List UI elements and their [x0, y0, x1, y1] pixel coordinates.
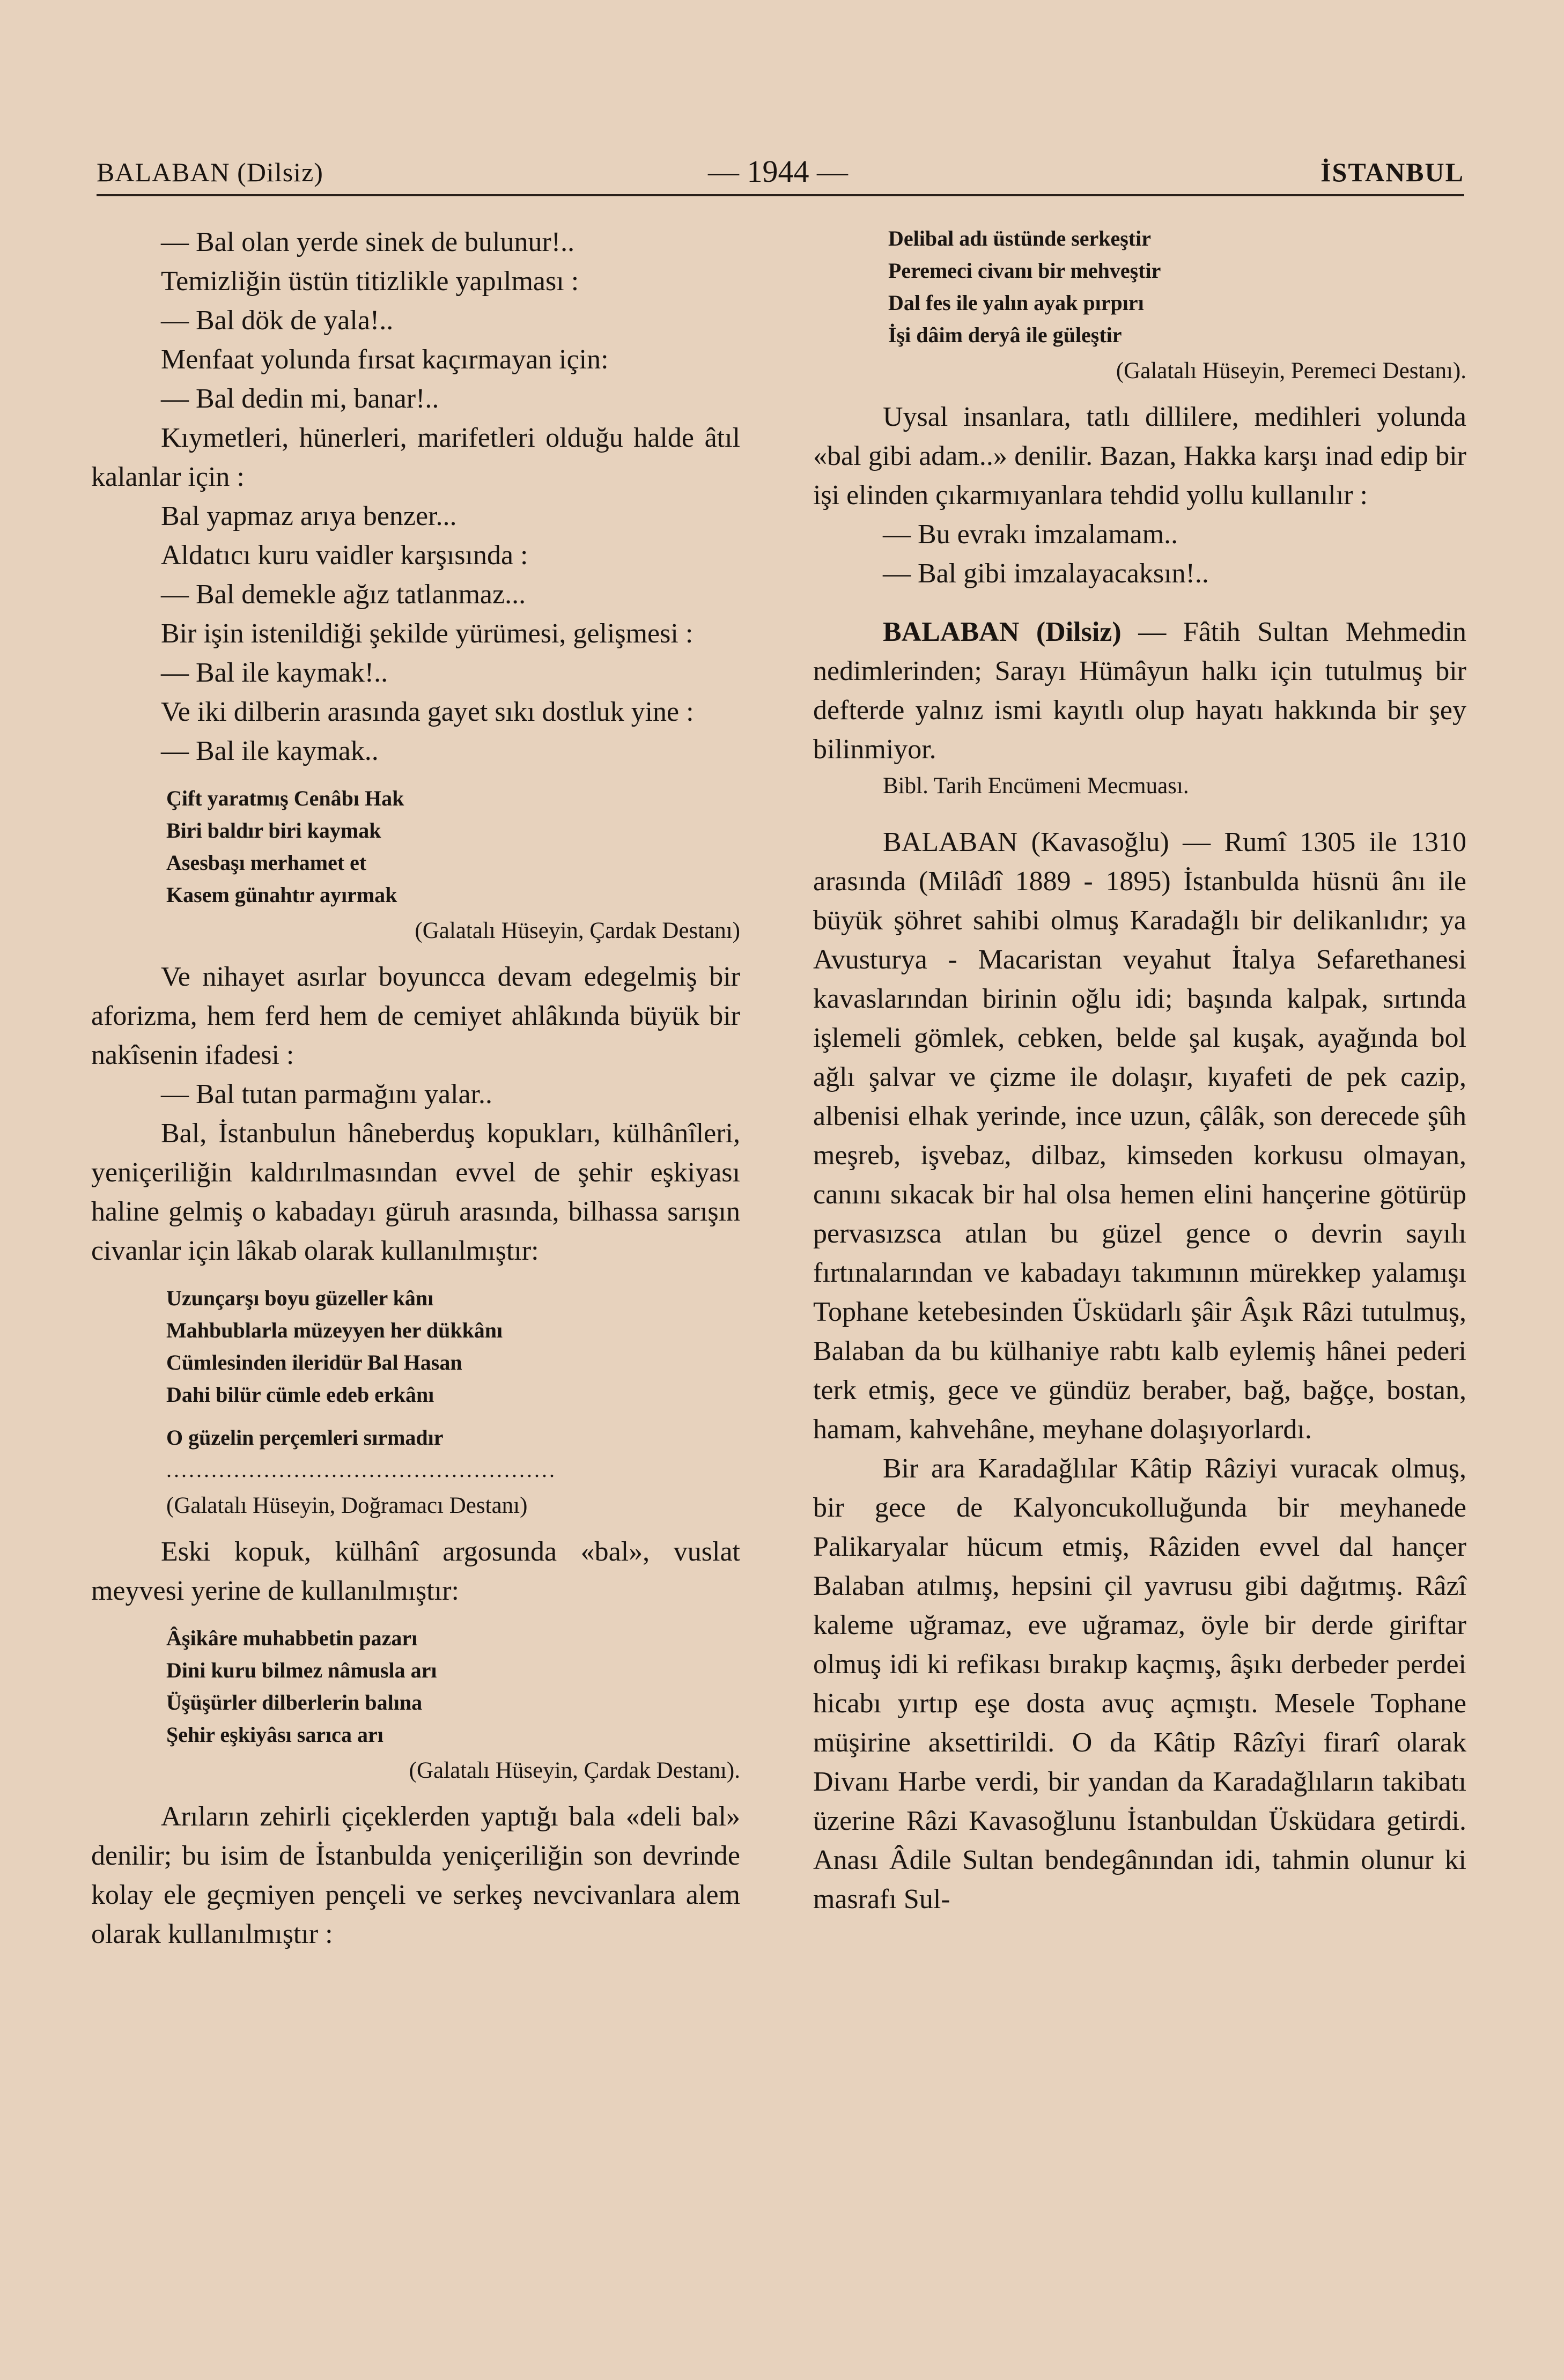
verse-line: Kasem günahtır ayırmak [166, 883, 397, 907]
paragraph: Ve nihayet asırlar boyuncca devam edegelmiş bir aforizma, hem ferd hem de cemiyet ahlâkında büyük bir nakîsenin ifadesi : [91, 962, 740, 1070]
right-column [813, 223, 1466, 1919]
text-line: Bal yapmaz arıya benzer... [161, 501, 457, 531]
verse-line: Dahi bilür cümle edeb erkânı [166, 1383, 434, 1407]
verse-line: Dal fes ile yalın ayak pırpırı [888, 291, 1144, 315]
verse-gap [166, 1411, 740, 1422]
text-line: — Bal ile kaymak!.. [161, 657, 388, 688]
entry-balaban-kavasoglu [813, 823, 1466, 1449]
verse-line: Peremeci civanı bir mehveştir [888, 258, 1161, 283]
paragraph: Bir işin istenildiği şekilde yürümesi, gelişmesi : [161, 618, 694, 649]
verse-block [91, 1622, 740, 1787]
text-line: Menfaat yolunda fırsat kaçırmayan için: [161, 344, 609, 375]
verse-source: (Galatalı Hüseyin, Doğramacı Destanı) [166, 1493, 528, 1518]
text-line: — Bal olan yerde sinek de bulunur!.. [161, 227, 575, 257]
verse-line: Şehir eşkiyâsı sarıca arı [166, 1723, 383, 1747]
paragraph: Uysal insanlara, tatlı dillilere, medihleri yolunda «bal gibi adam..» denilir. Bazan, Hakka karşı inad edip bir işi elinden çıkarmıyanlara tehdid yollu kullanılır : [813, 402, 1466, 511]
verse-line: Uzunçarşı boyu güzeller kânı [166, 1286, 434, 1310]
text-line: Temizliğin üstün titizlikle yapılması : [161, 266, 579, 297]
header-volume: İSTANBUL [1320, 157, 1464, 187]
text-line: — Bu evrakı imzalamam.. [883, 519, 1178, 550]
verse-source: (Galatalı Hüseyin, Çardak Destanı) [415, 918, 740, 943]
paragraph: Bal, İstanbulun hâneberduş kopukları, külhânîleri, yeniçeriliğin kaldırılmasından evvel de şehir eşkiyası haline gelmiş o kabadayı güruh arasında, bilhassa sarışın civanlar için lâkab olarak kullanılmıştır: [91, 1118, 740, 1266]
bibliography: Bibl. Tarih Encümeni Mecmuası. [883, 773, 1189, 799]
text-line: — Bal dök de yala!.. [161, 305, 394, 336]
entry-text: — Fâtih Sultan Mehmedin nedimlerinden; Sarayı Hümâyun halkı için tutulmuş bir defterde yalnız ismi kayıtlı olup hayatı hakkında bir şey bilinmiyor. [813, 617, 1466, 765]
verse-line: Üşüşürler dilberlerin balına [166, 1690, 423, 1714]
left-column [91, 223, 740, 1954]
running-header [97, 153, 1464, 196]
text-line: Aldatıcı kuru vaidler karşısında : [161, 540, 528, 571]
page-number: — 1944 — [708, 154, 848, 189]
text-line: — Bal dedin mi, banar!.. [161, 383, 439, 414]
paragraph: Bir ara Karadağlılar Kâtip Râziyi vuracak olmuş, bir gece de Kalyoncukolluğunda bir meyhanede Palikaryalar hücum etmiş, Râziden evvel dal hançer Balaban atılmış, hepsini çil yavrusu gibi dağıtmış. Râzî kaleme uğramaz, eve uğramaz, öyle bir derde giriftar olmuş idi ki refikası bırakıp kaçmış, âşıkı derbeder perdei hicabı yırtıp eşe dosta avuç açmıştı. Mesele Tophane müşirine aksettirildi. O da Kâtip Râzîyi firarî olarak Divanı Harbe verdi, bir yandan da Karadağlıların takibatı üzerine Râzi Kavasoğlunu İstanbuldan Üsküdara getirdi. Anası Âdile Sultan bendegânından idi, tahmin olunur ki masrafı Sul- [813, 1453, 1466, 1915]
verse-line: Cümlesinden ileridür Bal Hasan [166, 1350, 462, 1374]
text-line: — Bal gibi imzalayacaksın!.. [883, 558, 1209, 589]
header-title: BALABAN (Dilsiz) [97, 157, 323, 187]
verse-line: Çift yaratmış Cenâbı Hak [166, 786, 404, 810]
text-line: — Bal demekle ağız tatlanmaz... [161, 579, 526, 610]
entry-gap [813, 803, 1466, 823]
verse-source: (Galatalı Hüseyin, Peremeci Destanı). [1116, 358, 1466, 383]
verse-source: (Galatalı Hüseyin, Çardak Destanı). [409, 1758, 740, 1783]
entry-gap [813, 593, 1466, 612]
verse-block [813, 223, 1466, 388]
verse-line: Delibal adı üstünde serkeştir [888, 226, 1152, 250]
verse-line: Biri baldır biri kaymak [166, 818, 381, 842]
entry-heading: BALABAN (Dilsiz) [883, 617, 1122, 647]
verse-block [91, 782, 740, 948]
text-line: — Bal tutan parmağını yalar.. [161, 1079, 493, 1110]
paragraph: Kıymetleri, hünerleri, marifetleri olduğu halde âtıl kalanlar için : [91, 423, 740, 492]
verse-line: O güzelin perçemleri sırmadır [166, 1425, 444, 1450]
ellipsis-line: .................................................... [166, 1458, 557, 1482]
verse-line: Mahbublarla müzeyyen her dükkânı [166, 1318, 503, 1342]
verse-block [91, 1282, 740, 1522]
paragraph: Ve iki dilberin arasında gayet sıkı dostluk yine : [161, 697, 694, 727]
text-line: — Bal ile kaymak.. [161, 736, 379, 766]
entry-text: — Rumî 1305 ile 1310 arasında (Milâdî 1889 - 1895) İstanbulda hüsnü ânı ile büyük şöhret sahibi olmuş Karadağlı bir delikanlıdır; ya Avusturya - Macaristan veyahut İtalya Sefarethanesi kavaslarından birinin oğlu idi; başında kalpak, sırtında işlemeli gömlek, cebken, belde şal kuşak, ayağında bol ağlı şalvar ve çizme ile dolaşır, kıyafeti de pek cazip, albenisi elhak yerinde, ince uzun, çâlâk, son derecede şûh meşreb, işvebaz, dilbaz, kimseden korkusu olmayan, canını sıkacak bir hal olsa hemen elini hançerine götürüp pervasızsca atılan bu güzel gence o devrin sayılı fırtınalarından ve kabadayı takımının mürekkep yalamışı Tophane ketebesinden Üsküdarlı şâir Âşık Râzi tutulmuş, Balaban da bu külhaniye rabtı kalb eylemiş hânei pederi terk etmiş, gece ve gündüz beraber, bağ, bağçe, bostan, hamam, kahvehâne, meyhane dolaşıyorlardı. [813, 827, 1466, 1445]
verse-line: Âşikâre muhabbetin pazarı [166, 1626, 418, 1650]
header-rule [97, 194, 1464, 196]
paragraph: Eski kopuk, külhânî argosunda «bal», vuslat meyvesi yerine de kullanılmıştır: [91, 1536, 740, 1606]
verse-line: İşi dâim deryâ ile güleştir [888, 323, 1122, 347]
paragraph: Arıların zehirli çiçeklerden yaptığı bala «deli bal» denilir; bu isim de İstanbulda yeniçeriliğin son devrinde kolay ele geçmiyen pençeli ve serkeş nevcivanlara alem olarak kullanılmıştır : [91, 1801, 740, 1949]
verse-line: Dini kuru bilmez nâmusla arı [166, 1658, 437, 1682]
entry-balaban-dilsiz [813, 612, 1466, 769]
verse-line: Asesbaşı merhamet et [166, 851, 367, 875]
entry-heading: BALABAN (Kavasoğlu) [883, 827, 1169, 858]
